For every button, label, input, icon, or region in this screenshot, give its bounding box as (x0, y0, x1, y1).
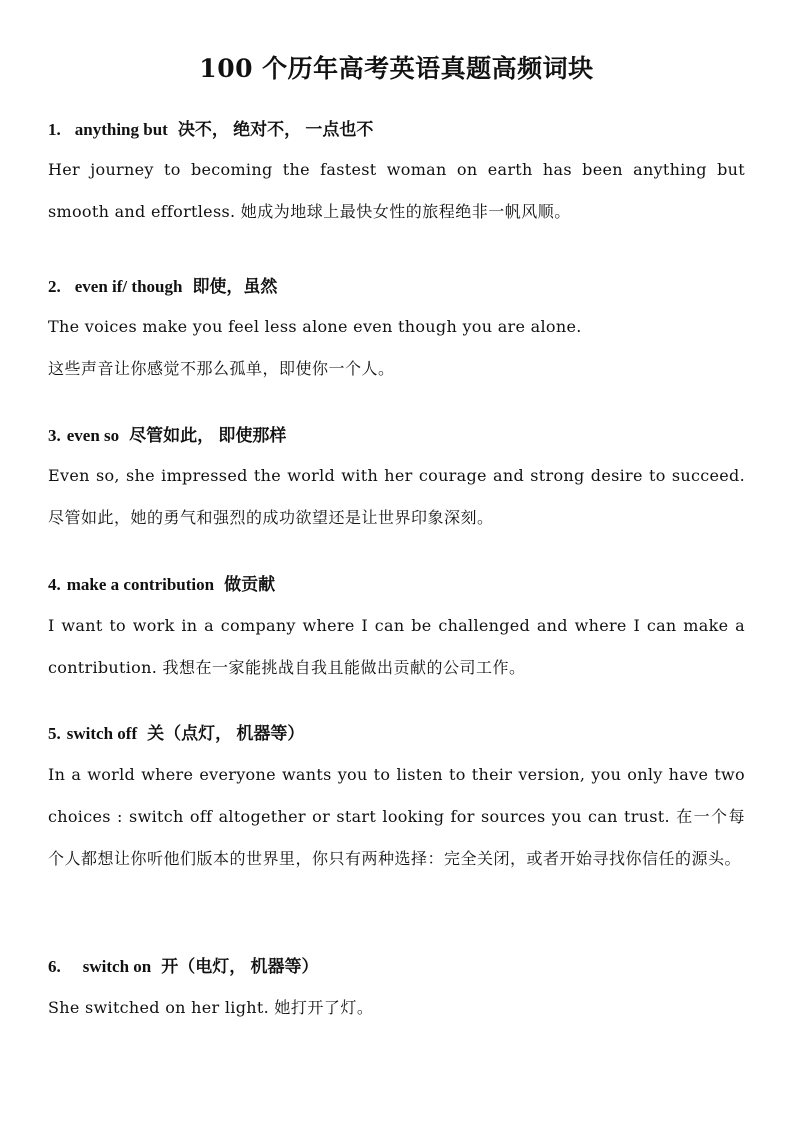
entry-example-1 (48, 149, 745, 233)
entry-meaning: 开（电灯， 机器等） (161, 957, 319, 976)
entry-example-6 (48, 987, 745, 1029)
example-english: The voices make you feel less alone even though you are alone. (48, 317, 582, 336)
entry-number: 5. (48, 724, 61, 743)
example-chinese: 这些声音让你感觉不那么孤单，即使你一个人。 (48, 359, 395, 378)
entry-example-5 (48, 754, 745, 880)
example-english: She switched on her light. (48, 998, 269, 1017)
entry-meaning: 做贡献 (224, 575, 276, 594)
entry-term: switch off (66, 724, 138, 743)
entry-number: 2. (48, 277, 61, 296)
entry-heading-6 (48, 955, 748, 979)
example-english: Even so, she impressed the world with her courage and strong desire to succeed. (48, 466, 745, 485)
entry-example-4 (48, 605, 745, 689)
example-english: Her journey to becoming the fastest woman on earth has been anything but smooth and effortless. (48, 160, 745, 221)
entry-number: 3. (48, 426, 61, 445)
entry-number: 4. (48, 575, 61, 594)
entry-heading-4 (48, 573, 748, 597)
example-chinese: 我想在一家能挑战自我且能做出贡献的公司工作。 (162, 658, 526, 677)
document-title: 100 个历年高考英语真题高频词块 (199, 54, 594, 83)
entry-meaning: 尽管如此， 即使那样 (129, 426, 287, 445)
entry-meaning: 决不， 绝对不， 一点也不 (177, 120, 374, 139)
entry-heading-1 (48, 118, 748, 142)
entry-term: even so (66, 426, 120, 445)
entry-number: 1. (48, 120, 61, 139)
example-english: I want to work in a company where I can be challenged and where I can make a contribution. (48, 616, 745, 677)
entry-heading-3 (48, 424, 748, 448)
entry-number: 6. (48, 957, 61, 976)
entry-heading-5 (48, 722, 748, 746)
example-chinese: 她成为地球上最快女性的旅程绝非一帆风顺。 (240, 202, 571, 221)
entry-term: switch on (82, 957, 152, 976)
entry-term: anything but (74, 120, 168, 139)
entry-meaning: 关（点灯， 机器等） (147, 724, 305, 743)
entry-heading-2 (48, 275, 748, 299)
entry-example-3 (48, 455, 745, 539)
example-english: In a world where everyone wants you to listen to their version, you only have two choices : switch off altogether or start looking for sources you can trust. (48, 765, 745, 826)
entry-term: make a contribution (66, 575, 215, 594)
entry-example-2 (48, 306, 745, 390)
example-chinese: 在一个每个人都想让你听他们版本的世界里，你只有两种选择：完全关闭，或者开始寻找你信任的源头。 (48, 807, 745, 868)
example-chinese: 尽管如此，她的勇气和强烈的成功欲望还是让世界印象深刻。 (48, 508, 494, 527)
entry-meaning: 即使，虽然 (192, 277, 278, 296)
example-chinese: 她打开了灯。 (274, 998, 374, 1017)
entry-term: even if/ though (74, 277, 183, 296)
